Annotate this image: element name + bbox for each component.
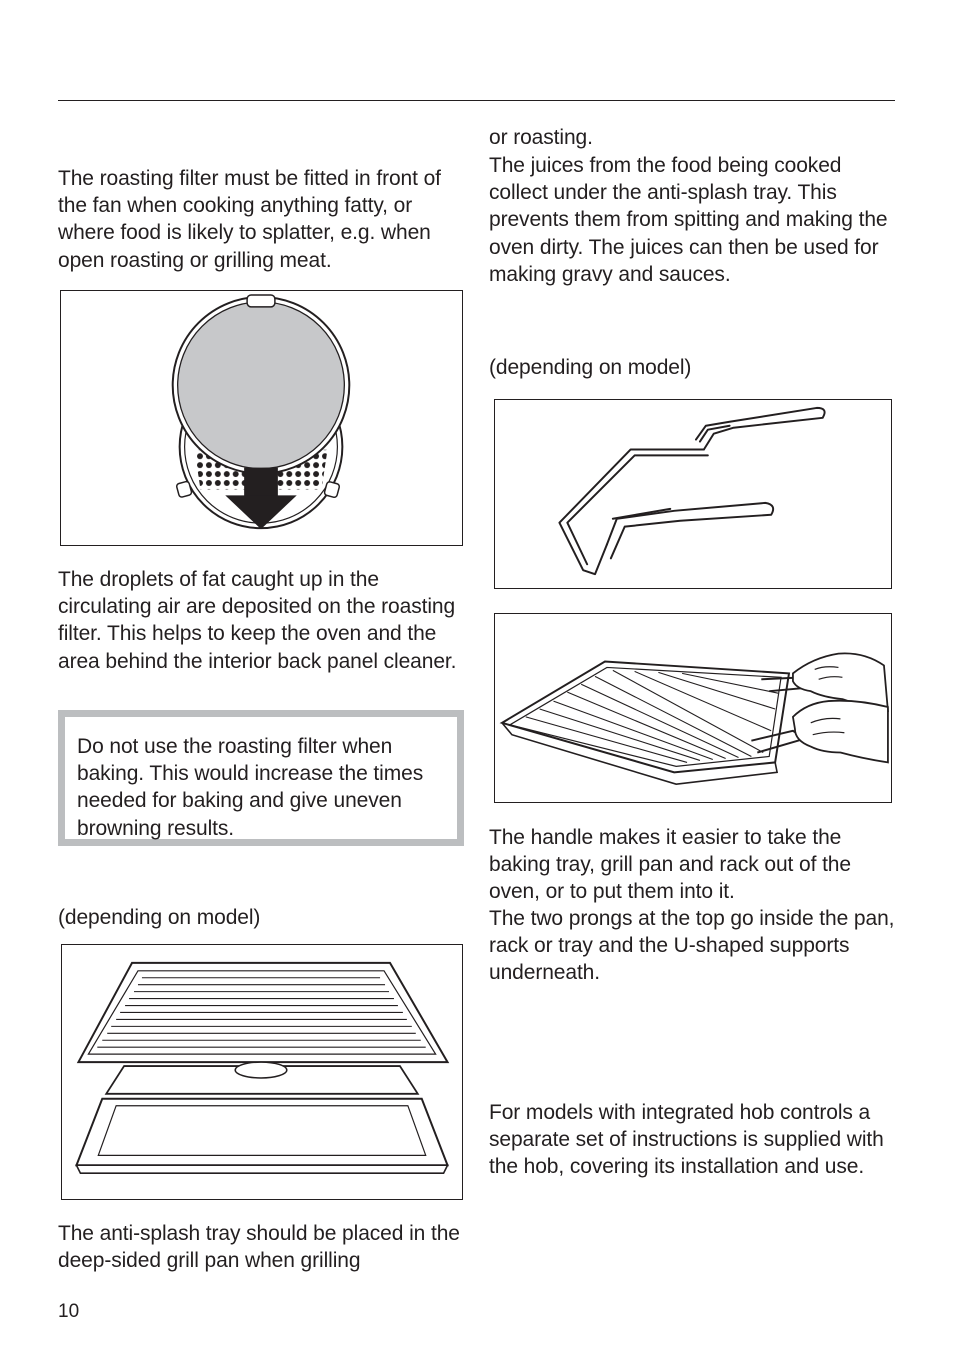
page-number: 10 [58,1301,80,1322]
tray-handle-illustration [494,399,892,589]
warning-box [58,710,464,846]
anti-splash-continued: or roasting. [489,126,593,149]
roasting-filter-intro: The roasting filter must be fitted in front of the fan when cooking anything fatty, or where food is likely to splatter, e.g. when open roasting or grilling meat. [58,167,441,272]
header-rule [58,100,895,101]
roasting-filter-illustration [60,290,463,546]
handle-model-note: (depending on model) [489,356,692,379]
warning-text: Do not use the roasting filter when baking. This would increase the times needed for baking and give uneven browning results. [77,735,424,840]
grill-pan-illustration [61,944,463,1200]
handle-text: The handle makes it easier to take the baking tray, grill pan and rack out of the oven, or to put them into it. [489,826,851,904]
grill-pan-model-note: (depending on model) [58,906,261,929]
prongs-text: The two prongs at the top go inside the pan, rack or tray and the U-shaped supports underneath. [489,907,895,985]
hob-text: For models with integrated hob controls a separate set of instructions is supplied with the hob, covering its installation and use. [489,1101,884,1179]
droplets-text: The droplets of fat caught up in the circulating air are deposited on the roasting filter. This helps to keep the oven and the area behind the interior back panel cleaner. [58,568,457,673]
anti-splash-text: The anti-splash tray should be placed in the deep-sided grill pan when grilling [58,1222,460,1273]
juices-text: The juices from the food being cooked collect under the anti-splash tray. This prevents them from spitting and making the oven dirty. The juices can then be used for making gravy and sauces. [489,154,888,286]
handle-use-illustration [494,613,892,803]
